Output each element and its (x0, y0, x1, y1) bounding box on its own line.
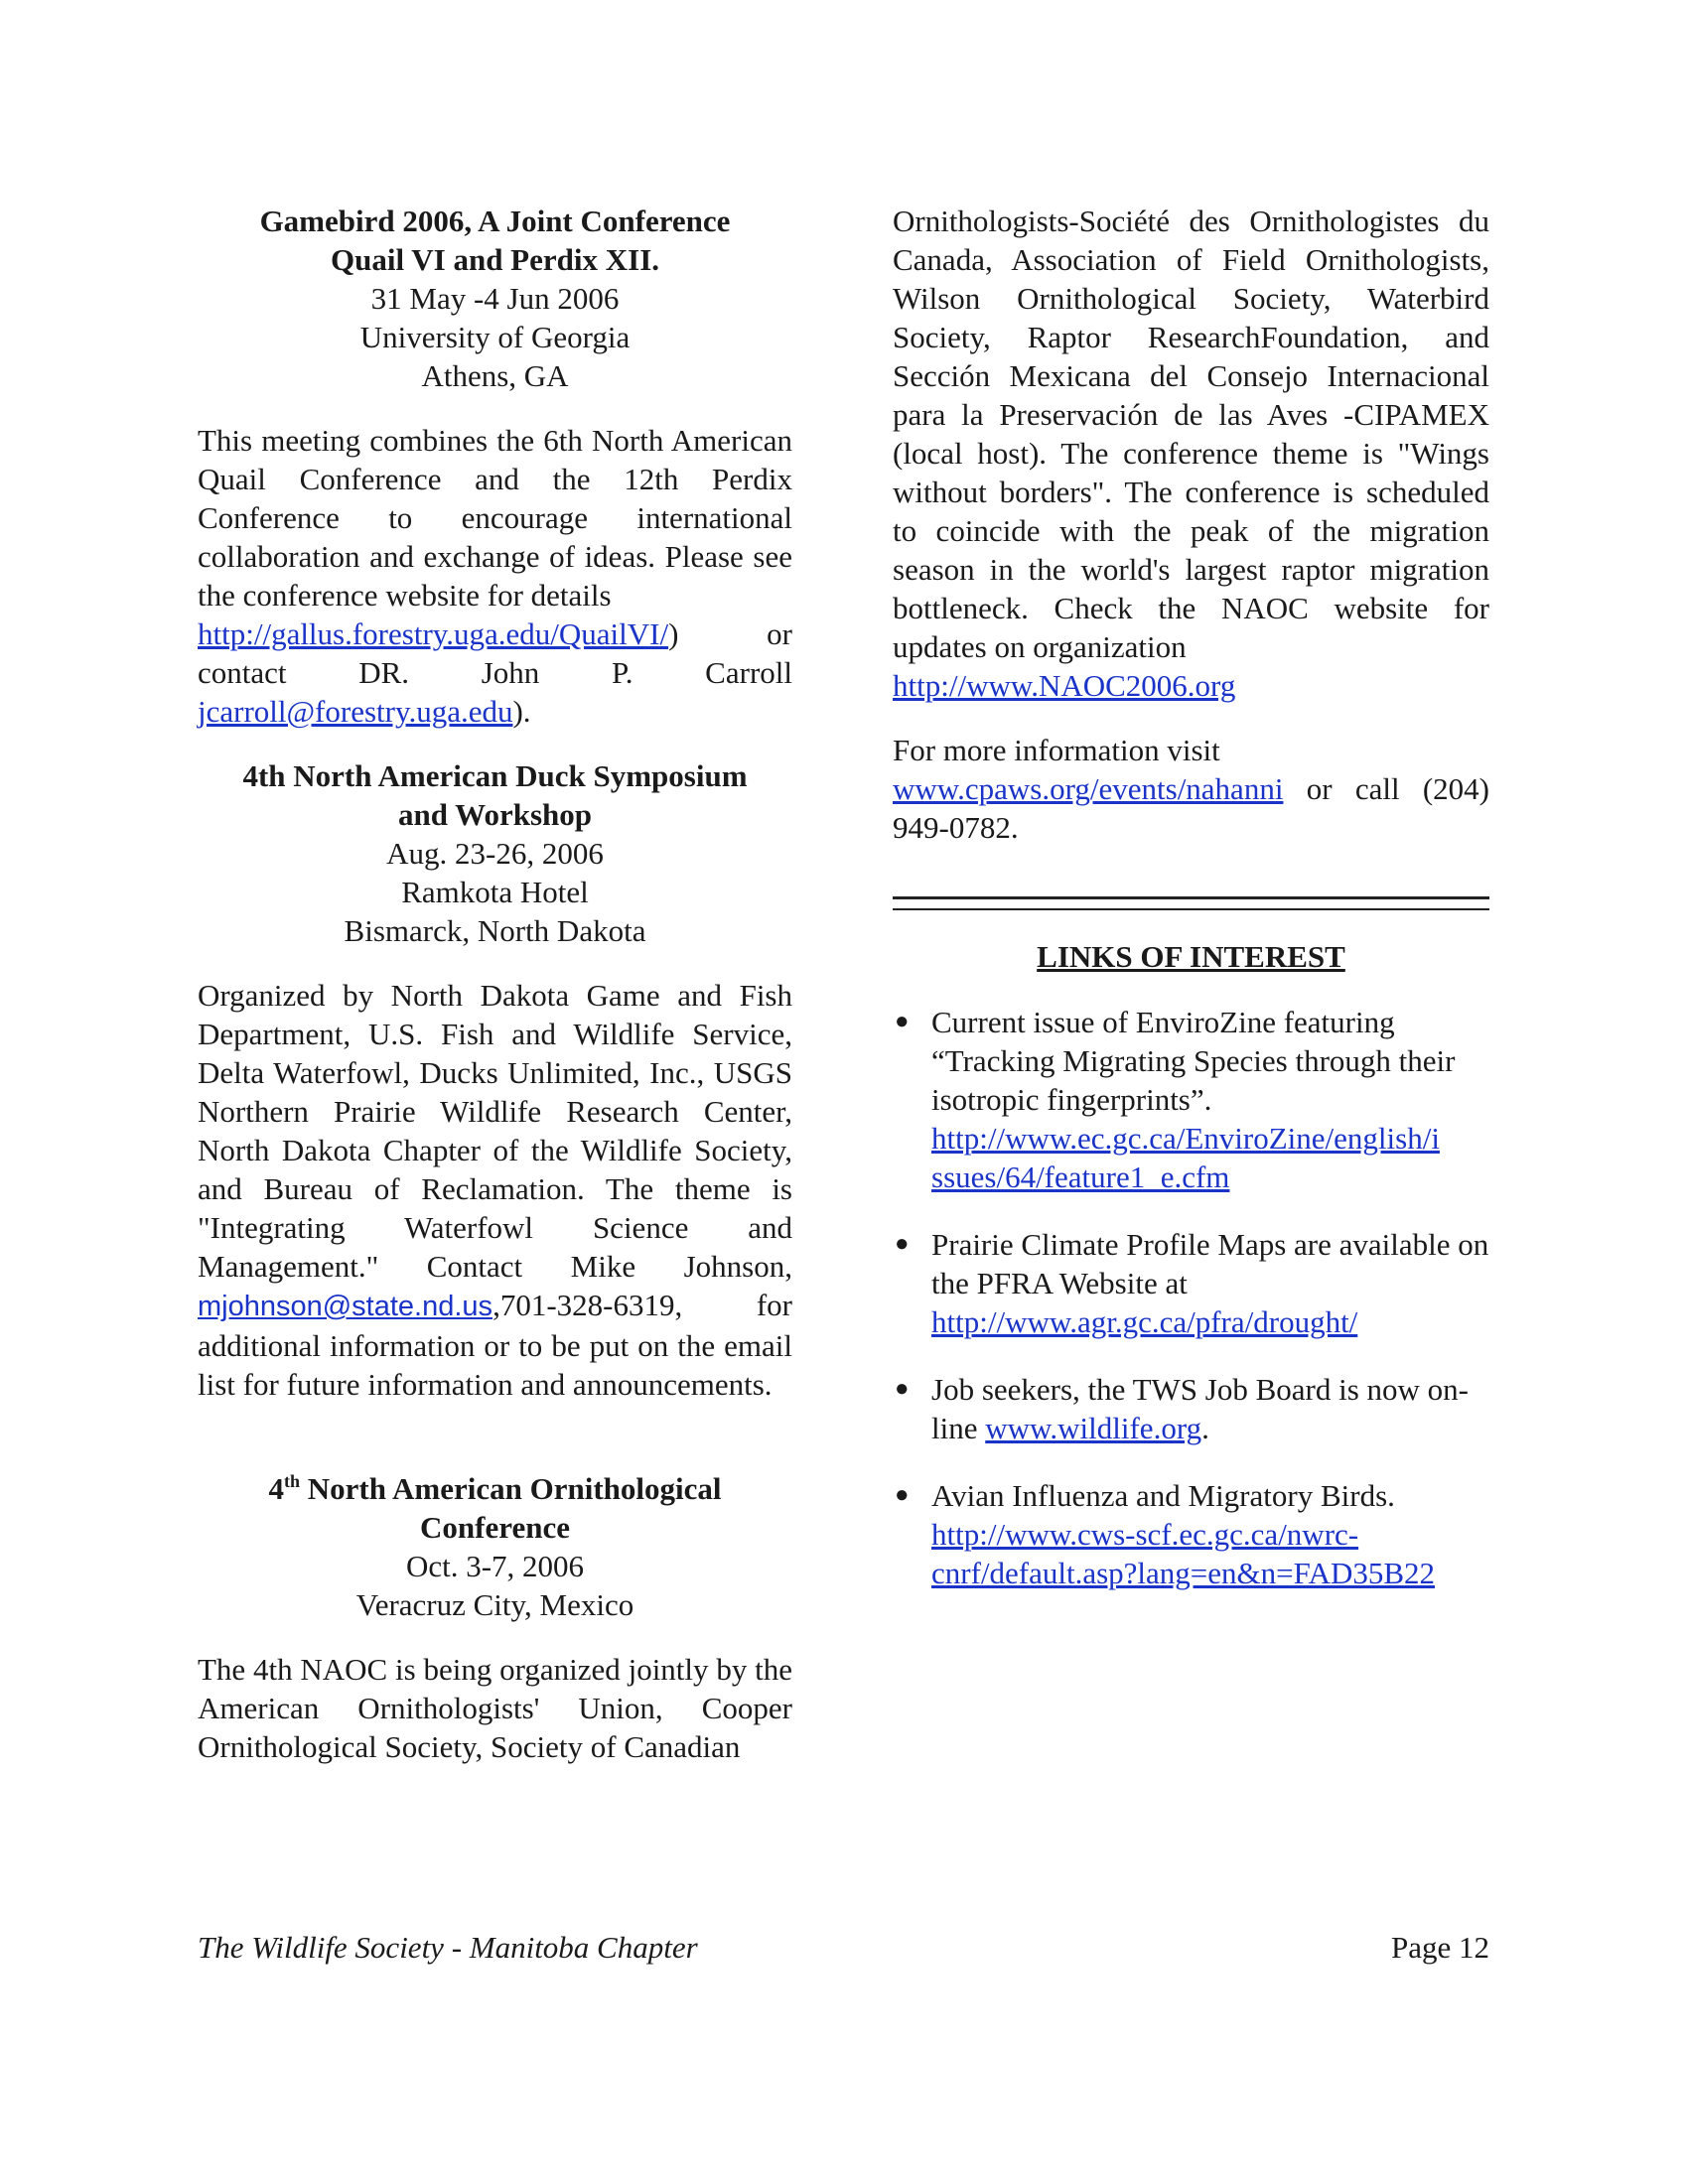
right-column (893, 202, 1489, 1621)
title-number: 4 (268, 1471, 284, 1506)
links-list (893, 1003, 1489, 1592)
event-description: The 4th NAOC is being organized jointly by the American Ornithologists' Union, Cooper Ornithological Society, Society of Canadian (198, 1652, 792, 1764)
url-part: http://www.cws-scf.ec.gc.ca/nwrc- (931, 1517, 1359, 1552)
email-line (198, 692, 792, 731)
wildlife-org-link[interactable]: www.wildlife.org (985, 1411, 1202, 1445)
email-suffix: ). (512, 694, 531, 729)
link-suffix: ) or (668, 616, 792, 651)
list-item (893, 1003, 1489, 1196)
bullet-icon: ● (895, 1009, 910, 1034)
event-city: Athens, GA (421, 358, 569, 393)
event-venue: University of Georgia (359, 320, 631, 354)
event-title: Gamebird 2006, A Joint Conference (259, 204, 731, 238)
duck-desc-text: Organized by North Dakota Game and Fish Department, U.S. Fish and Wildlife Service, Delta Waterfowl, Ducks Unlimited, Inc., USGS Northern Prairie Wildlife Research Center, North Dakota Chapter of the Wildlife Society, and Bureau of Reclamation. The theme is "Integrating Waterfowl Science and Management." Contact Mike Johnson, (198, 978, 792, 1284)
cpaws-link[interactable]: www.cpaws.org/events/nahanni (893, 771, 1284, 806)
more-info-line: For more information visit (893, 733, 1220, 767)
left-column (198, 202, 792, 1766)
title-superscript: th (284, 1471, 301, 1491)
event-gamebird (198, 202, 792, 395)
carroll-email-link[interactable]: jcarroll@forestry.uga.edu (198, 694, 513, 729)
quail-website-link[interactable]: http://gallus.forestry.uga.edu/QuailVI/ (198, 616, 669, 651)
url-part: cnrf/default.asp?lang=en&n=FAD35B22 (931, 1556, 1436, 1590)
event-subtitle: and Workshop (397, 797, 592, 832)
contact-line: contact DR. John P. Carroll (198, 655, 792, 690)
event-title: 4th North American Duck Symposium (242, 758, 748, 793)
link-description: Job seekers, the TWS Job Board is now on-line (931, 1372, 1470, 1445)
list-item (893, 1476, 1489, 1592)
event-description (198, 976, 792, 1404)
naoc-website-link[interactable]: http://www.NAOC2006.org (893, 668, 1236, 703)
envirozine-link[interactable] (931, 1121, 1440, 1194)
url-part: http://www.ec.gc.ca/EnviroZine/english/i (931, 1121, 1440, 1156)
johnson-email-link[interactable]: mjohnson@state.nd.us (198, 1291, 493, 1322)
publication-name: The Wildlife Society - Manitoba Chapter (198, 1930, 698, 1965)
more-info-link-line (893, 769, 1489, 847)
title-text: North American Ornithological (300, 1471, 722, 1506)
event-date: Oct. 3-7, 2006 (405, 1549, 585, 1583)
section-divider (893, 896, 1489, 910)
event-city: Bismarck, North Dakota (344, 913, 646, 948)
link-description: Prairie Climate Profile Maps are available on the PFRA Website at (931, 1227, 1489, 1300)
naoc-link-line (893, 666, 1489, 705)
naoc-continuation: Ornithologists-Société des Ornithologistes du Canada, Association of Field Ornithologists, Wilson Ornithological Society, Waterbird Society, Raptor ResearchFoundation, and Sección Mexicana del Consejo Internacional para la Preservación de las Aves -CIPAMEX (local host). The conference theme is "Wings without borders". The conference is scheduled to coincide with the peak of the migration season in the world's largest raptor migration bottleneck. Check the NAOC website for updates on organization (893, 204, 1489, 664)
event-date: Aug. 23-26, 2006 (386, 836, 604, 871)
event-subtitle: Quail VI and Perdix XII. (330, 242, 660, 277)
event-date: 31 May -4 Jun 2006 (370, 281, 620, 316)
bullet-icon: ● (895, 1482, 910, 1508)
bullet-icon: ● (895, 1376, 910, 1402)
event-description: This meeting combines the 6th North American Quail Conference and the 12th Perdix Conference to encourage international collaboration and exchange of ideas. Please see the conference website for details (198, 423, 792, 613)
event-city: Veracruz City, Mexico (355, 1587, 634, 1622)
event-title (198, 1469, 792, 1508)
event-venue: Ramkota Hotel (401, 875, 589, 909)
bullet-icon: ● (895, 1231, 910, 1257)
link-suffix: . (1201, 1411, 1209, 1445)
event-naoc (198, 1469, 792, 1624)
more-info-suffix: or call (204) 949-0782. (893, 771, 1489, 845)
link-description: Current issue of EnviroZine featuring “Tracking Migrating Species through their isotropic fingerprints”. (931, 1005, 1456, 1117)
cws-link[interactable] (931, 1517, 1435, 1590)
links-heading: LINKS OF INTEREST (1037, 939, 1345, 974)
event-duck-symposium (198, 756, 792, 950)
event-link-line (198, 614, 792, 653)
duck-desc-after: ,701-328-6319, for additional information or to be put on the email list for future information and announcements. (198, 1288, 792, 1402)
list-item (893, 1225, 1489, 1341)
event-subtitle: Conference (420, 1510, 570, 1545)
page-number: Page 12 (1390, 1930, 1489, 1965)
url-part: ssues/64/feature1_e.cfm (931, 1160, 1230, 1194)
link-description: Avian Influenza and Migratory Birds. (931, 1478, 1395, 1513)
pfra-link[interactable]: http://www.agr.gc.ca/pfra/drought/ (931, 1304, 1358, 1339)
list-item (893, 1370, 1489, 1447)
